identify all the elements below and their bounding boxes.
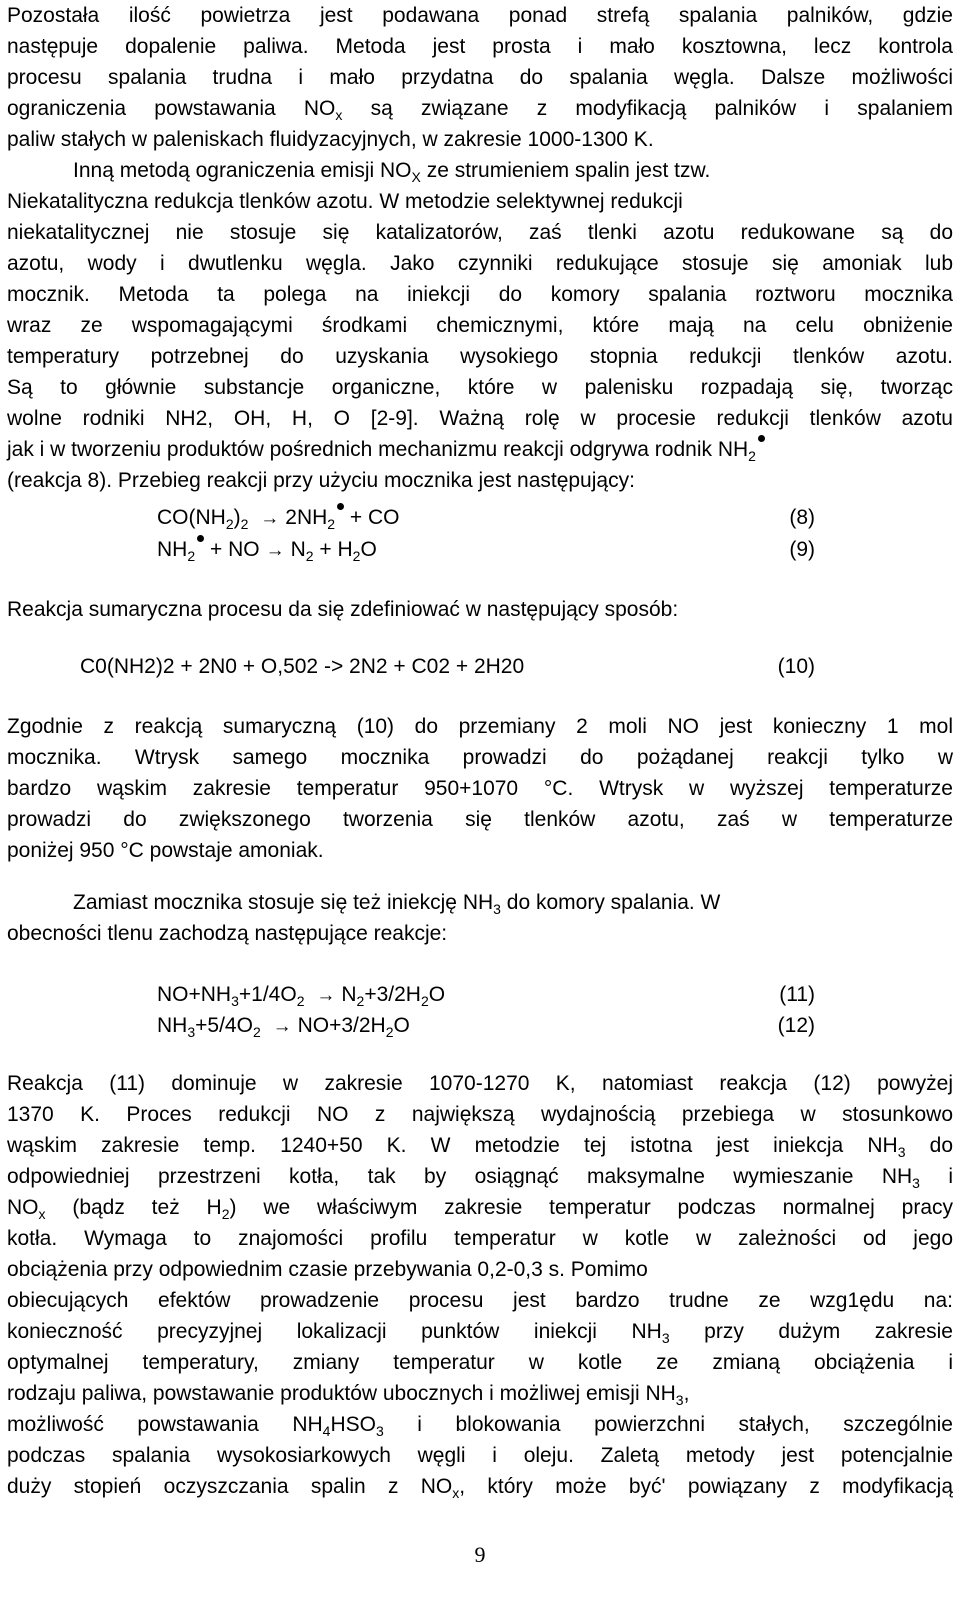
equation-9: $NH_2$ + NO → $N_2 + H_2O$: [157, 534, 377, 565]
text-line: następuje dopalenie paliwa. Metoda jest prosta i mało kosztowna, lecz kontrola: [7, 35, 953, 58]
radical-dot-icon: [758, 435, 765, 442]
equation-11: $NO+NH_3+1/4O_2 \to N_2+3/2H_2O$: [157, 979, 445, 1010]
paragraph-3: [7, 594, 953, 625]
text-line: 1370 K. Proces redukcji NO z największą wydajnością przebiega w stosunkowo: [7, 1103, 953, 1126]
equation-12: $NH_3+5/4O_2 \to NO+3/2H_2O$: [157, 1010, 410, 1041]
text-line: optymalnej temperatury, zmiany temperatur w kotle ze zmianą obciążenia i: [7, 1351, 953, 1374]
text-line: paliw stałych w paleniskach fluidyzacyjnych, w zakresie 1000-1300 K.: [7, 128, 654, 151]
text-line: (reakcja 8). Przebieg reakcji przy użyciu mocznika jest następujący:: [7, 469, 635, 492]
paragraph-6: [7, 1068, 953, 1502]
equation-8: $CO(NH_2)_2 \to 2NH_2$ + CO: [157, 502, 400, 533]
text-line: odpowiedniej przestrzeni kotła, tak by osiągnąć maksymalne wymieszanie $NH_3$ i: [7, 1165, 953, 1191]
text-line: Inną metodą ograniczenia emisji $NO_X$ ze strumieniem spalin jest tzw.: [73, 159, 711, 185]
radical-dot-icon: [337, 503, 344, 510]
text-line: możliwość powstawania $NH_4HSO_3$ i blokowania powierzchni stałych, szczególnie: [7, 1413, 953, 1439]
text-line: $NO_x$ (bądz też $H_2$) we właściwym zakresie temperatur podczas normalnej pracy: [7, 1196, 953, 1222]
text-line: duży stopień oczyszczania spalin z $NO_x$, który może być' powiązany z modyfikacją: [7, 1475, 953, 1501]
text-line: poniżej 950 °C powstaje amoniak.: [7, 839, 324, 862]
text-line: mocznik. Metoda ta polega na iniekcji do komory spalania roztworu mocznika: [7, 283, 953, 306]
arrow-right-icon: →: [260, 508, 280, 529]
text-line: ograniczenia powstawania $NO_x$ są związane z modyfikacją palników i spalaniem: [7, 97, 953, 123]
text-line: konieczność precyzyjnej lokalizacji punktów iniekcji $NH_3$ przy dużym zakresie: [7, 1320, 953, 1346]
text-line: Zgodnie z reakcją sumaryczną (10) do przemiany 2 moli NO jest konieczny 1 mol: [7, 715, 953, 738]
equation-number: (10): [777, 655, 815, 678]
paragraph-1: [7, 0, 953, 155]
paragraph-4: [7, 711, 953, 866]
arrow-right-icon: →: [272, 1016, 292, 1037]
text-line: kotła. Wymaga to znajomości profilu temperatur w kotle w zależności od jego: [7, 1227, 953, 1250]
equation-number: (8): [789, 506, 815, 529]
text-line: niekatalitycznej nie stosuje się katalizatorów, zaś tlenki azotu redukowane są do: [7, 221, 953, 244]
text-line: prowadzi do zwiększonego tworzenia się tlenków azotu, zaś w temperaturze: [7, 808, 953, 831]
text-line: obecności tlenu zachodzą następujące reakcje:: [7, 922, 448, 945]
text-line: temperatury potrzebnej do uzyskania wysokiego stopnia redukcji tlenków azotu.: [7, 345, 953, 368]
text-line: Reakcja sumaryczna procesu da się zdefiniować w następujący sposób:: [7, 598, 679, 621]
text-line: jak i w tworzeniu produktów pośrednich mechanizmu reakcji odgrywa rodnik $NH_2$: [7, 434, 953, 465]
text-line: bardzo wąskim zakresie temperatur 950+1070 °C. Wtrysk w wyższej temperaturze: [7, 777, 953, 800]
text-line: obciążenia przy odpowiednim czasie przebywania 0,2-0,3 s. Pomimo: [7, 1258, 648, 1281]
equation-number: (12): [777, 1014, 815, 1037]
page-number: 9: [474, 1542, 486, 1567]
text-line: procesu spalania trudna i mało przydatna do spalania węgla. Dalsze możliwości: [7, 66, 953, 89]
radical-dot-icon: [197, 535, 204, 542]
text-line: rodzaju paliwa, powstawanie produktów ubocznych i możliwej emisji $NH_3$,: [7, 1382, 690, 1408]
text-line: azotu, wody i dwutlenku węgla. Jako czynniki redukujące stosuje się amoniak lub: [7, 252, 953, 275]
arrow-right-icon: →: [316, 985, 336, 1006]
equation-10: C0(NH2)2 + 2N0 + O,502 -> 2N2 + C02 + 2H20: [80, 655, 525, 678]
text-line: wraz ze wspomagającymi środkami chemicznymi, które mają na celu obniżenie: [7, 314, 953, 337]
equation-number: (11): [779, 983, 815, 1006]
arrow-right-icon: →: [265, 540, 285, 561]
text-line: wolne rodniki NH2, OH, H, O [2-9]. Ważną rolę w procesie redukcji tlenków azotu: [7, 407, 953, 430]
paragraph-2: [7, 155, 953, 496]
text-line: Niekatalityczna redukcja tlenków azotu. W metodzie selektywnej redukcji: [7, 190, 683, 213]
text-line: wąskim zakresie temp. 1240+50 K. W metodzie tej istotna jest iniekcja $NH_3$ do: [7, 1134, 953, 1160]
text-line: podczas spalania wysokosiarkowych węgli i oleju. Zaletą metody jest potencjalnie: [7, 1444, 953, 1467]
text-line: mocznika. Wtrysk samego mocznika prowadzi do pożądanej reakcji tylko w: [7, 746, 953, 769]
text-line: Zamiast mocznika stosuje się też iniekcję $NH_3$ do komory spalania. W: [73, 891, 721, 917]
text-line: obiecujących efektów prowadzenie procesu jest bardzo trudne ze wzg1ędu na:: [7, 1289, 953, 1312]
paragraph-5: [7, 887, 953, 949]
text-line: Pozostała ilość powietrza jest podawana ponad strefą spalania palników, gdzie: [7, 4, 953, 27]
text-line: Są to głównie substancje organiczne, które w palenisku rozpadają się, tworząc: [7, 376, 953, 399]
text-line: Reakcja (11) dominuje w zakresie 1070-1270 K, natomiast reakcja (12) powyżej: [7, 1072, 953, 1095]
equation-number: (9): [789, 538, 815, 561]
